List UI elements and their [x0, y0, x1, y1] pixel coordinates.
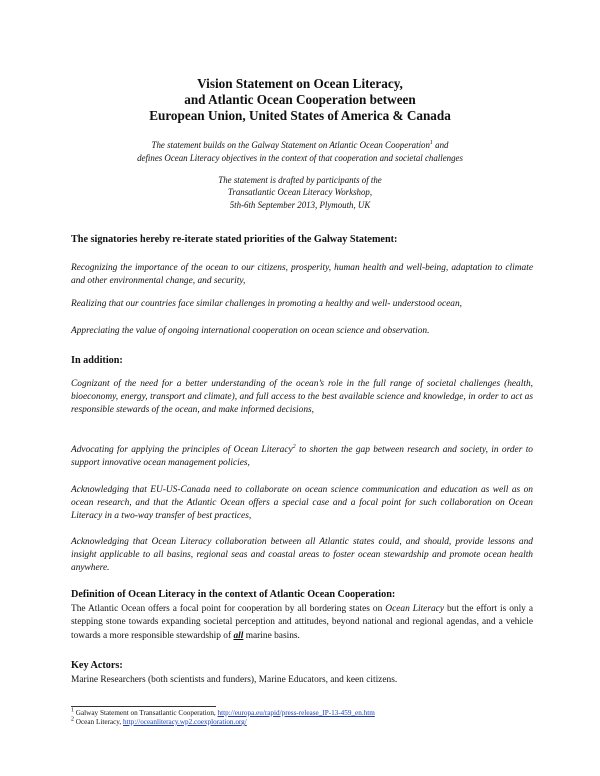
paragraph-acknowledging-collaborate: Acknowledging that EU-US-Canada need to collaborate on ocean science communication and education as well as on ocean research, and that the Atlantic Ocean offers a special case and a focal point for such collaboration on Ocean Literacy in a two-way transfer of best practices,	[71, 485, 533, 521]
paragraph-acknowledging-atlantic: Acknowledging that Ocean Literacy collaboration between all Atlantic states could, and should, provide lessons and insight applicable to all basins, regional seas and coastal areas to foster ocean stewardship and promote ocean health anywhere.	[71, 537, 533, 573]
title-line-2: and Atlantic Ocean Cooperation between	[184, 92, 416, 107]
footnote-2: $^2$ Ocean Literacy, http://oceanliteracy.wp2.coexploration.org/	[71, 716, 247, 726]
drafted-line-3: 5th-6th September 2013, Plymouth, UK	[229, 200, 371, 210]
footnote-divider	[71, 706, 216, 707]
paragraph-advocating: Advocating for applying the principles of Ocean Literacy$^2$ to shorten the gap between research and society, in order to support innovative ocean management policies,	[71, 443, 533, 468]
title-line-3: European Union, United States of America & Canada	[149, 108, 451, 123]
drafted-line-2: Transatlantic Ocean Literacy Workshop,	[227, 187, 373, 197]
subtitle-line-2: defines Ocean Literacy objectives in the context of that cooperation and societal challenges	[137, 153, 463, 163]
drafted-line-1: The statement is drafted by participants of the	[218, 175, 382, 185]
title-line-1: Vision Statement on Ocean Literacy,	[197, 76, 403, 91]
section-heading-key-actors: Key Actors:	[71, 660, 123, 671]
section-heading-in-addition: In addition:	[71, 355, 123, 366]
section-heading-galway: The signatories hereby re-iterate stated priorities of the Galway Statement:	[71, 234, 398, 245]
footnote-1-link[interactable]: http://europa.eu/rapid/press-release_IP-13-459_en.htm	[217, 709, 375, 717]
paragraph-recognizing: Recognizing the importance of the ocean to our citizens, prosperity, human health and well-being, adaptation to climate and other environmental change, and security,	[71, 263, 533, 286]
paragraph-appreciating: Appreciating the value of ongoing international cooperation on ocean science and observation.	[71, 326, 430, 336]
paragraph-definition: The Atlantic Ocean offers a focal point for cooperation by all bordering states on Ocean Literacy but the effort is only a stepping stone towards expanding societal perception and attitudes, beyond national and regional agendas, and a vehicle towards a more responsible stewardship of all marine basins.	[71, 604, 533, 641]
footnote-1: $^1$ Galway Statement on Transatlantic Cooperation, http://europa.eu/rapid/press-release_IP-13-459_en.htm	[71, 707, 375, 717]
footnote-ref-1: 1	[429, 140, 433, 147]
subtitle-line-1: The statement builds on the Galway Statement on Atlantic Ocean Cooperation$^1$ and	[151, 140, 449, 150]
footnote-ref-2: 2	[292, 443, 296, 450]
paragraph-cognizant: Cognizant of the need for a better understanding of the ocean’s role in the full range of societal challenges (health, bioeconomy, energy, transport and climate), and full access to the best available science and knowledge, in order to act as responsible stewards of the ocean, and make informed decisions,	[71, 379, 533, 415]
paragraph-key-actors: Marine Researchers (both scientists and funders), Marine Educators, and keen citizens.	[71, 675, 398, 685]
footnote-2-link[interactable]: http://oceanliteracy.wp2.coexploration.org/	[123, 718, 247, 726]
paragraph-realizing: Realizing that our countries face similar challenges in promoting a healthy and well- understood ocean,	[71, 299, 463, 309]
section-heading-definition: Definition of Ocean Literacy in the context of Atlantic Ocean Cooperation:	[71, 589, 396, 600]
